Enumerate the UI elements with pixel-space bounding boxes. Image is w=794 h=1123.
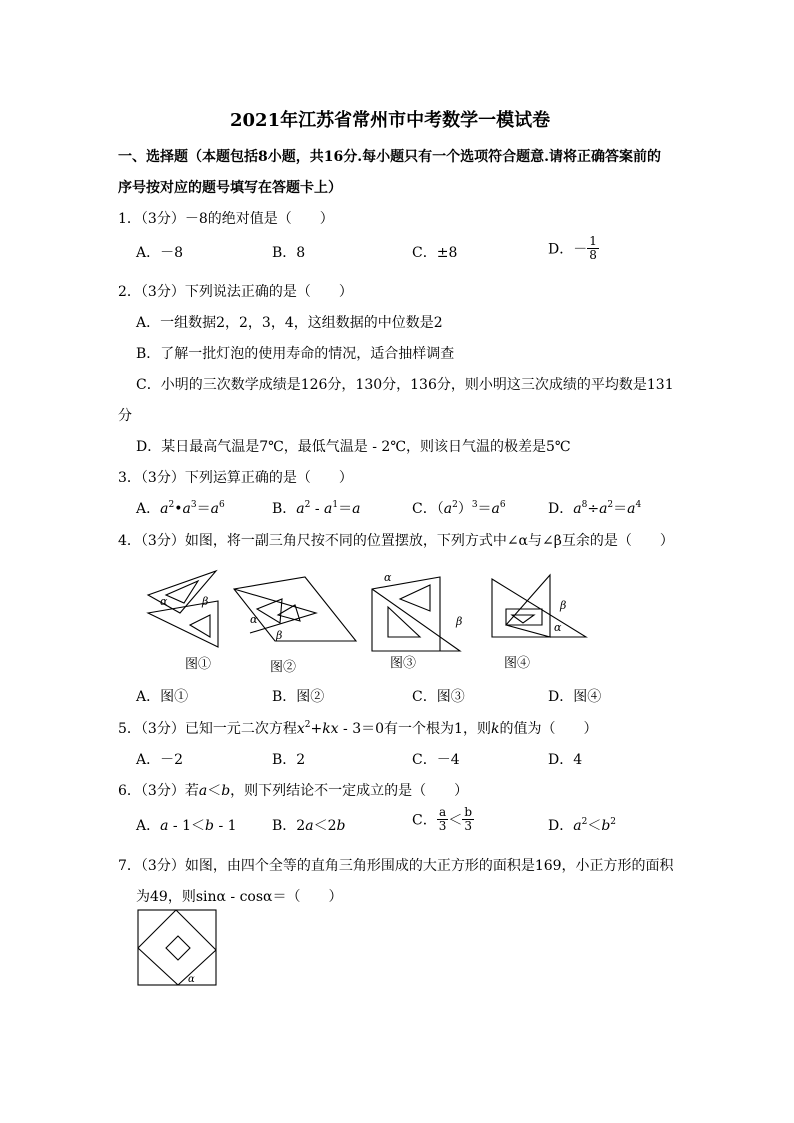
q4-fig4-alpha: α — [554, 621, 562, 634]
q5-stem-part3: 的值为（ ） — [499, 721, 598, 737]
q7-alpha-label: α — [188, 974, 195, 985]
q3-option-a: A．$a^2•a^3=a^6$ — [136, 500, 225, 517]
q4-fig2-label: 图② — [270, 660, 297, 675]
q5-option-c: C．－4 — [412, 752, 460, 768]
q7-stem-line1: 7．（3分）如图，由四个全等的直角三角形围成的大正方形的面积是169，小正方形的面积 — [118, 858, 674, 874]
q4-fig2-beta: β — [276, 629, 283, 642]
q6-option-a: A．a - 1＜b - 1 — [136, 818, 237, 834]
q5-stem-part1: 5．（3分）已知一元二次方程 — [118, 721, 297, 737]
q4-fig3-alpha: α — [384, 571, 392, 584]
q1-d-denominator: 8 — [589, 248, 597, 262]
q6-option-b: B．2a＜2b — [272, 818, 346, 834]
q1-stem: 1．（3分）－8的绝对值是（ ） — [118, 211, 334, 227]
q6-a-label: A． — [136, 818, 161, 834]
q1-option-d-prefix: D．－ — [548, 241, 588, 258]
q4-option-b: B．图② — [272, 689, 325, 705]
q1-option-d — [548, 235, 599, 262]
q1-option-b: B．8 — [272, 245, 306, 261]
q6-stem: 6．（3分）若a＜b，则下列结论不一定成立的是（ ） — [118, 783, 469, 799]
q6-b-label: B． — [272, 818, 297, 834]
q3-a-label: A． — [136, 501, 161, 517]
q2-option-d: D．某日最高气温是7℃，最低气温是 - 2℃，则该日气温的极差是5℃ — [136, 439, 571, 455]
section-heading-line1: 一、选择题（本题包括8小题，共16分.每小题只有一个选项符合题意.请将正确答案前的 — [118, 149, 661, 165]
q4-figure-4 — [492, 575, 586, 637]
q5-option-d: D．4 — [548, 752, 583, 768]
q6-stem-part1: 6．（3分）若 — [118, 783, 199, 799]
q4-figures — [130, 565, 600, 680]
q1-d-numerator: 1 — [589, 234, 597, 248]
q3-c-label: C． — [412, 501, 437, 517]
q6-c-label: C． — [412, 812, 437, 829]
q5-option-b: B．2 — [272, 752, 306, 768]
q6-stem-part2: ，则下列结论不一定成立的是（ ） — [230, 783, 469, 799]
q5-stem: 5．（3分）已知一元二次方程$x^2+kx - 3=0$有一个根为1，则k的值为（ ） — [118, 720, 598, 737]
q4-figure-1 — [148, 571, 218, 647]
page-title: 2021年江苏省常州市中考数学一模试卷 — [230, 110, 551, 131]
q3-option-c: C．$(a^2)^3=a^6$ — [412, 500, 506, 517]
q3-option-b: B．$a^2 - a^1=a$ — [272, 500, 361, 517]
q2-stem: 2．（3分）下列说法正确的是（ ） — [118, 284, 353, 300]
q2-option-b: B．了解一批灯泡的使用寿命的情况，适合抽样调查 — [136, 346, 455, 362]
q3-b-label: B． — [272, 501, 297, 517]
q6-option-d: D．$a^2<b^2$ — [548, 817, 617, 834]
q4-fig4-beta: β — [560, 599, 567, 612]
q2-option-c-line1: C．小明的三次数学成绩是126分，130分，136分，则小明这三次成绩的平均数是131 — [136, 377, 674, 393]
q4-fig1-label: 图① — [185, 657, 212, 672]
q5-stem-part2: 有一个根为1，则 — [384, 721, 491, 737]
q4-stem: 4．（3分）如图，将一副三角尺按不同的位置摆放，下列方式中∠α与∠β互余的是（ ） — [118, 533, 674, 549]
q7-stem-line2: 为49，则sinα - cosα＝（ ） — [136, 889, 343, 905]
q3-stem: 3．（3分）下列运算正确的是（ ） — [118, 470, 353, 486]
q4-fig4-label: 图④ — [504, 656, 531, 671]
q5-option-a: A．－2 — [136, 752, 184, 768]
q1-option-c: C．±8 — [412, 245, 458, 261]
q4-option-a: A．图① — [136, 689, 189, 705]
q4-fig1-alpha: α — [160, 595, 168, 608]
q4-figure-2 — [234, 577, 356, 641]
q1-option-a: A．－8 — [136, 245, 184, 261]
q3-d-label: D． — [548, 501, 574, 517]
q4-option-c: C．图③ — [412, 689, 465, 705]
q6-d-label: D． — [548, 818, 574, 834]
q2-option-c-line2: 分 — [118, 408, 132, 424]
q4-fig1-beta: β — [202, 595, 209, 608]
section-heading-line2: 序号按对应的题号填写在答题卡上） — [118, 180, 342, 196]
q4-option-d: D．图④ — [548, 689, 602, 705]
q6-option-c: C． $\frac{a}{3}$ ＜ $\frac{b}{3}$ — [412, 805, 473, 833]
q7-figure — [136, 908, 220, 988]
q4-fig3-beta: β — [456, 615, 463, 628]
q2-option-a: A．一组数据2，2，3，4，这组数据的中位数是2 — [136, 315, 443, 331]
q4-fig2-alpha: α — [250, 613, 258, 626]
q1-option-d-fraction — [587, 235, 599, 262]
q3-option-d: D．$a^8\div a^2=a^4$ — [548, 500, 642, 517]
q4-fig3-label: 图③ — [390, 656, 417, 671]
q4-figure-3 — [372, 577, 463, 651]
